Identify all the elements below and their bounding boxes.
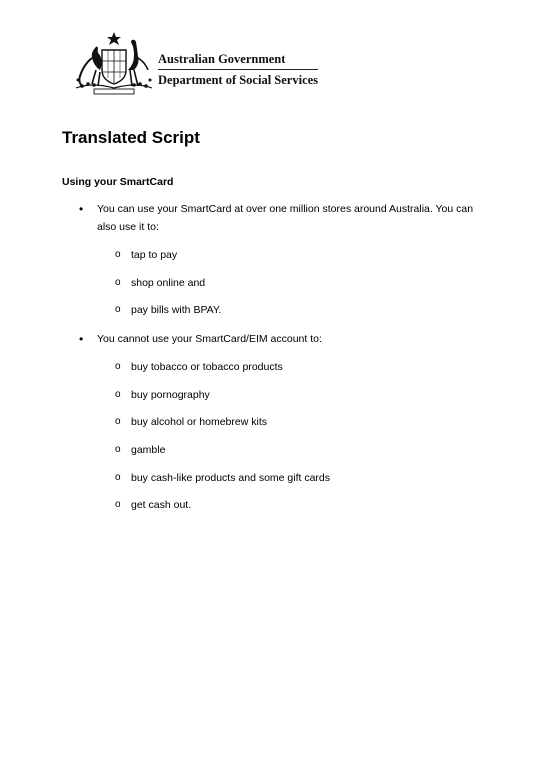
sub-list-item: gamble bbox=[131, 444, 166, 456]
list-item: You can use your SmartCard at over one million stores around Australia. You can also use it to: bbox=[97, 203, 474, 233]
sub-list-item: pay bills with BPAY. bbox=[131, 304, 222, 316]
sub-list-item: buy tobacco or tobacco products bbox=[131, 361, 283, 373]
sub-bullet-marker: o bbox=[115, 304, 121, 315]
sub-list-item: tap to pay bbox=[131, 249, 178, 261]
sub-bullet-marker: o bbox=[115, 249, 121, 260]
page-title: Translated Script bbox=[62, 128, 200, 147]
sub-bullet-marker: o bbox=[115, 499, 121, 510]
sub-bullet-marker: o bbox=[115, 389, 121, 400]
sub-bullet-marker: o bbox=[115, 277, 121, 288]
bullet-marker: • bbox=[79, 332, 84, 346]
coat-of-arms-icon bbox=[72, 30, 156, 98]
agency-logo bbox=[72, 30, 332, 100]
government-name: Australian Government bbox=[158, 52, 318, 70]
sub-list-item: buy alcohol or homebrew kits bbox=[131, 416, 267, 428]
agency-name bbox=[158, 52, 318, 87]
sub-list-item: buy cash-like products and some gift cards bbox=[131, 472, 331, 484]
sub-list-item: get cash out. bbox=[131, 499, 192, 511]
sub-bullet-marker: o bbox=[115, 472, 121, 483]
bullet-marker: • bbox=[79, 202, 84, 216]
sub-bullet-marker: o bbox=[115, 416, 121, 427]
department-name: Department of Social Services bbox=[158, 73, 319, 87]
sub-bullet-marker: o bbox=[115, 361, 121, 372]
sub-bullet-marker: o bbox=[115, 444, 121, 455]
sub-list-item: shop online and bbox=[131, 277, 206, 289]
list-item: You cannot use your SmartCard/EIM account to: bbox=[97, 333, 322, 345]
sub-list-item: buy pornography bbox=[131, 389, 210, 401]
section-heading: Using your SmartCard bbox=[62, 176, 174, 188]
